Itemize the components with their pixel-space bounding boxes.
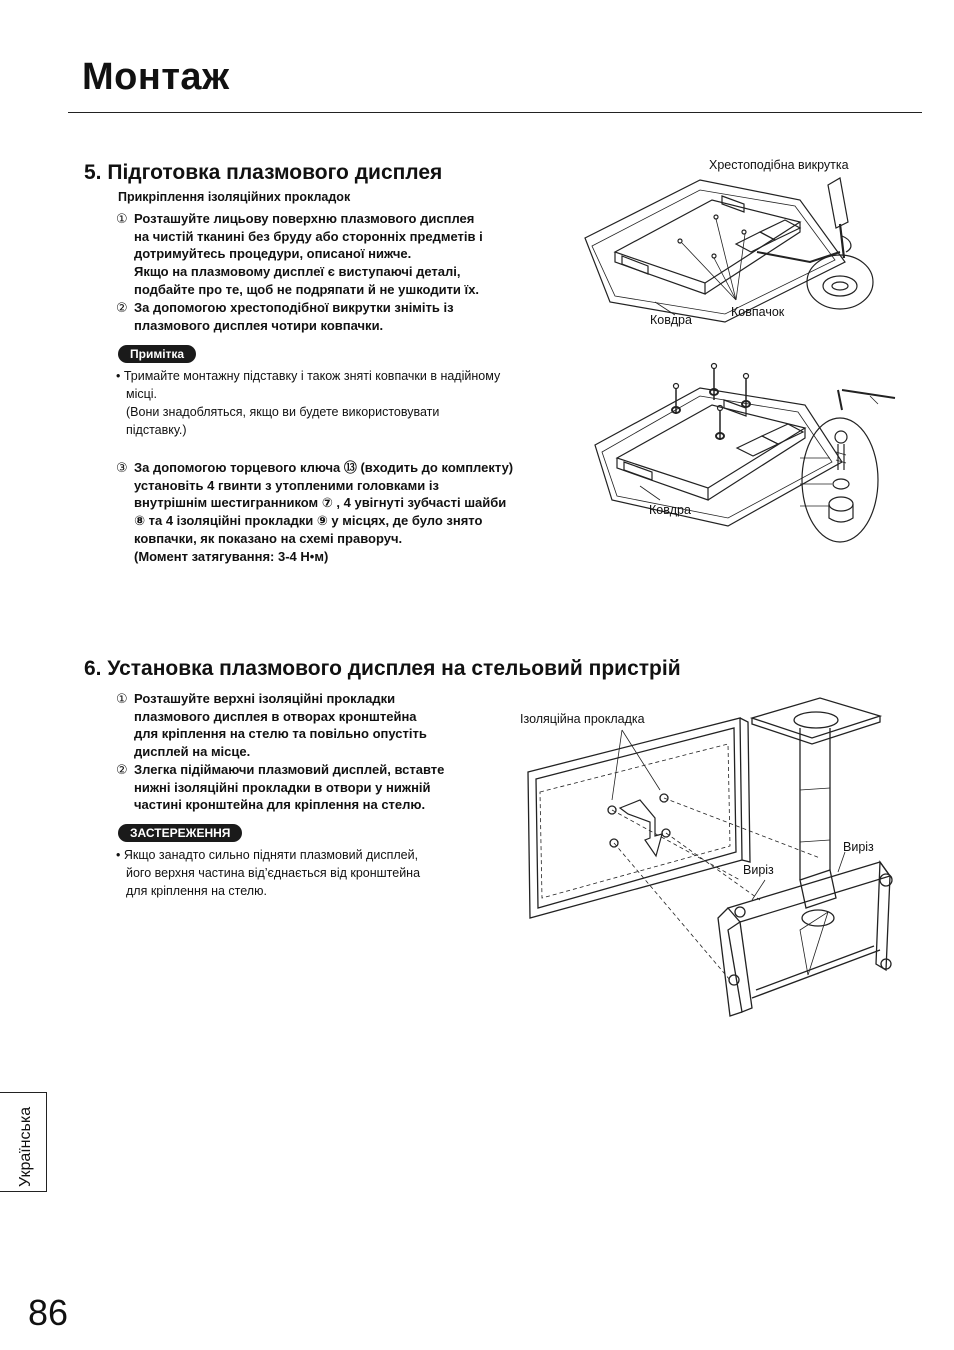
step-line: Якщо на плазмовому дисплеї є виступаючі деталі, — [134, 264, 461, 280]
step-number: ① — [116, 211, 128, 226]
label-blanket-2: Ковдра — [649, 503, 691, 517]
step-line: Злегка підіймаючи плазмовий дисплей, вставте — [134, 762, 445, 777]
label-blanket-1: Ковдра — [650, 313, 692, 327]
note-text — [116, 367, 500, 439]
caution-text — [116, 846, 420, 900]
step-line: подбайте про те, щоб не подряпати й не ушкодити їх. — [134, 281, 480, 297]
note-line: місці. — [126, 387, 158, 401]
label-notch-right: Виріз — [843, 840, 874, 854]
step-line: плазмового дисплея чотири ковпачки. — [134, 317, 384, 333]
step-number: ① — [116, 691, 128, 706]
section-6-step-2 — [116, 761, 444, 814]
note-line: • Тримайте монтажну підставку і також зняті ковпачки в надійному — [116, 369, 501, 383]
title-divider — [68, 112, 922, 113]
section-5-step-1 — [116, 210, 483, 299]
page-number: 86 — [28, 1292, 69, 1333]
note-line: (Вони знадобляться, якщо ви будете використовувати — [126, 405, 440, 419]
step-line: на чистій тканині без бруду або сторонніх предметів і — [134, 228, 483, 244]
section-5-subheading: Прикріплення ізоляційних прокладок — [118, 190, 351, 204]
note-line: підставку.) — [126, 423, 187, 437]
language-tab — [0, 1092, 47, 1192]
label-cap: Ковпачок — [731, 305, 785, 319]
step-line: (Момент затягування: 3-4 Н•м) — [134, 548, 329, 564]
step-line: для кріплення на стелю та повільно опустіть — [134, 726, 427, 742]
step-line: внутрішнім шестигранником ⑦ , 4 увігнуті зубчасті шайби — [134, 495, 507, 511]
caution-line: • Якщо занадто сильно підняти плазмовий дисплей, — [116, 848, 419, 862]
step-line: дисплей на місце. — [134, 744, 251, 760]
page-title: Монтаж — [82, 56, 230, 98]
section-5-title: 5. Підготовка плазмового дисплея — [84, 161, 443, 184]
note-label: Примітка — [118, 345, 196, 363]
caution-line: для кріплення на стелю. — [126, 884, 267, 898]
step-line: частині кронштейна для кріплення на стелю. — [134, 797, 426, 813]
step-number: ② — [116, 762, 128, 777]
step-line: дотримуйтесь процедури, описаної нижче. — [134, 246, 412, 262]
label-spacer: Ізоляційна прокладка — [520, 712, 645, 726]
step-number: ② — [116, 300, 128, 315]
step-line: нижні ізоляційні прокладки в отвори у нижній — [134, 779, 431, 795]
label-notch-left: Виріз — [743, 863, 774, 877]
caution-line: його верхня частина від’єднається від кронштейна — [126, 866, 421, 880]
section-6-title: 6. Установка плазмового дисплея на стельовий пристрій — [84, 657, 681, 680]
step-line: За допомогою торцевого ключа ⑬ (входить до комплекту) — [134, 460, 514, 475]
step-line: установіть 4 гвинти з утопленими головками із — [134, 477, 439, 493]
step-line: ⑧ та 4 ізоляційні прокладки ⑨ у місцях, де було знято — [134, 513, 483, 529]
step-line: ковпачки, як показано на схемі праворуч. — [134, 530, 403, 546]
step-line: Розташуйте верхні ізоляційні прокладки — [134, 691, 396, 706]
step-number: ③ — [116, 460, 128, 475]
caution-label: ЗАСТЕРЕЖЕННЯ — [118, 824, 242, 842]
step-line: Розташуйте лицьову поверхню плазмового дисплея — [134, 211, 475, 226]
label-screwdriver: Хрестоподібна викрутка — [709, 158, 849, 172]
section-5-step-3 — [116, 459, 513, 565]
section-6-step-1 — [116, 690, 427, 761]
step-line: плазмового дисплея в отворах кронштейна — [134, 708, 417, 724]
section-5-step-2 — [116, 299, 454, 334]
language-tab-label: Українська — [17, 1106, 34, 1187]
step-line: За допомогою хрестоподібної викрутки зніміть із — [134, 300, 454, 315]
